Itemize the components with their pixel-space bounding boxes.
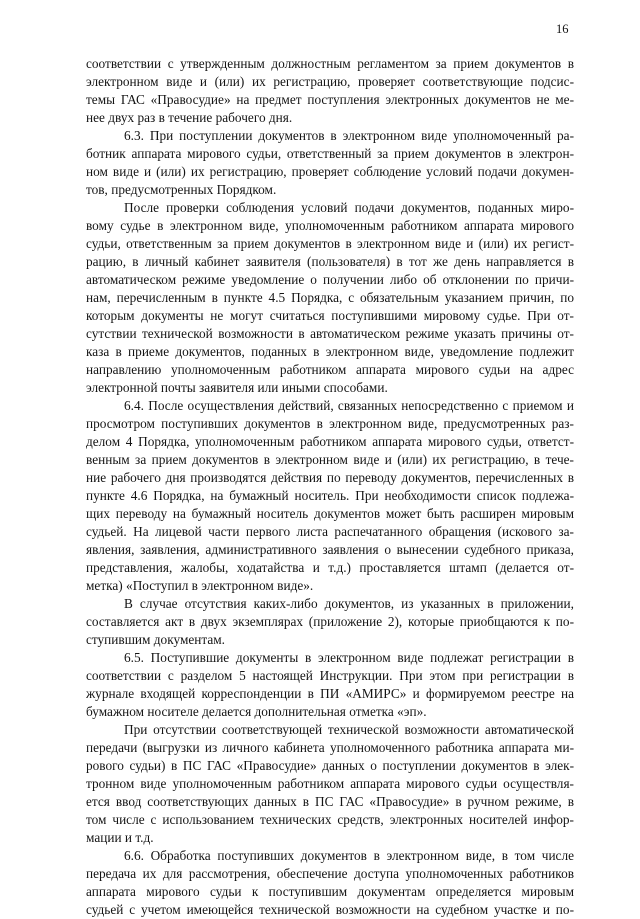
text-line: сутствии технической возможности в автоматическом режиме указать причины от- <box>86 326 574 341</box>
text-line: судьи, ответственным за прием документов в электронном виде и (или) их регист- <box>86 236 574 251</box>
text-line: 6.5. Поступившие документы в электронном виде подлежат регистрации в <box>124 650 574 665</box>
text-line: метка) «Поступил в электронном виде». <box>86 578 314 593</box>
text-line: аппарата мирового судьи к поступившим документам определяется мировым <box>86 884 574 899</box>
text-line: просмотром поступивших документов в электронном виде, предусмотренных раз- <box>86 416 574 431</box>
text-line: рового судьи) в ПС ГАС «Правосудие» данных о поступлении документов в элек- <box>86 758 574 773</box>
text-line: направлению уполномоченным работником аппарата мирового судьи на адрес <box>86 362 574 377</box>
text-line: темы ГАС «Правосудие» на предмет поступления электронных документов не ме- <box>86 92 574 107</box>
text-line: тронном виде уполномоченным работником аппарата мирового судьи осуществля- <box>86 776 574 791</box>
text-line: тов, предусмотренных Порядком. <box>86 182 277 197</box>
text-line: мации и т.д. <box>86 830 154 845</box>
text-line: вому судье в электронном виде, уполномоченным работником аппарата мирового <box>86 218 574 233</box>
text-line: автоматическом режиме уведомление о получении либо об отклонении по причи- <box>86 272 574 287</box>
text-line: В случае отсутствия каких-либо документов, из указанных в приложении, <box>124 596 574 611</box>
text-line: пункте 4.6 Порядка, на бумажный носитель. При необходимости список подлежа- <box>86 488 574 503</box>
text-line: ном виде и (или) их регистрацию, проверяет соблюдение условий подачи докумен- <box>86 164 574 179</box>
text-line: составляется акт в двух экземплярах (приложение 2), которые приобщаются к по- <box>86 614 574 629</box>
text-line: судьей с учетом имеющейся технической возможности на судебном участке и по- <box>86 902 574 917</box>
page-number: 16 <box>556 22 569 36</box>
text-line: ется ввод соответствующих данных в ПС ГАС «Правосудие» в ручном режиме, в <box>86 794 574 809</box>
text-line: ступившим документам. <box>86 632 225 647</box>
text-line: бумажном носителе делается дополнительная отметка «эп». <box>86 704 427 719</box>
text-line: судьей. На лицевой части первого листа распечатанного обращения (искового за- <box>86 524 574 539</box>
text-line: При отсутствии соответствующей технической возможности автоматической <box>124 722 574 737</box>
text-line: том числе с использованием технических средств, электронных носителей инфор- <box>86 812 574 827</box>
text-line: рацию, в личный кабинет заявителя (пользователя) в тот же день направляется в <box>86 254 574 269</box>
text-line: делом 4 Порядка, уполномоченным работником аппарата мирового судьи, ответст- <box>86 434 574 449</box>
text-line: венным за прием документов в электронном виде и (или) их регистрацию, в тече- <box>86 452 574 467</box>
text-line: каза в приеме документов, поданных в электронном виде, уведомление подлежит <box>86 344 574 359</box>
text-line: ние рабочего дня производятся действия по переводу документов, перечисленных в <box>86 470 574 485</box>
text-line: нее двух раз в течение рабочего дня. <box>86 110 293 125</box>
text-line: соответствии с утвержденным должностным регламентом за прием документов в <box>86 56 574 71</box>
text-line: 6.6. Обработка поступивших документов в электронном виде, в том числе <box>124 848 574 863</box>
text-line: явления, заявления, административного заявления о вынесении судебного приказа, <box>86 542 574 557</box>
text-line: щих переводу на бумажный носитель документов может быть расширен мировым <box>86 506 574 521</box>
text-line: которым документы не могут считаться поступившими мировому судье. При от- <box>86 308 574 323</box>
text-line: электронной почты заявителя или иными способами. <box>86 380 388 395</box>
text-line: передачи (выгрузки из личного кабинета уполномоченного работника аппарата ми- <box>86 740 574 755</box>
text-line: журнале входящей корреспонденции в ПИ «АМИРС» и формируемом реестре на <box>86 686 574 701</box>
text-line: ботник аппарата мирового судьи, ответственный за прием документов в электрон- <box>86 146 574 161</box>
text-line: 6.3. При поступлении документов в электронном виде уполномоченный ра- <box>124 128 574 143</box>
text-line: После проверки соблюдения условий подачи документов, поданных миро- <box>124 200 574 215</box>
text-line: представления, жалобы, ходатайства и т.д.) проставляется штамп (делается от- <box>86 560 574 575</box>
text-line: нам, перечисленным в пункте 4.5 Порядка, с обязательным указанием причин, по <box>86 290 574 305</box>
text-line: электронном виде и (или) их регистрацию, проверяет соответствующие подсис- <box>86 74 574 89</box>
text-line: 6.4. После осуществления действий, связанных непосредственно с приемом и <box>124 398 574 413</box>
text-line: соответствии с разделом 5 настоящей Инструкции. При этом при регистрации в <box>86 668 574 683</box>
text-line: передача их для рассмотрения, обеспечение доступа уполномоченных работников <box>86 866 574 881</box>
